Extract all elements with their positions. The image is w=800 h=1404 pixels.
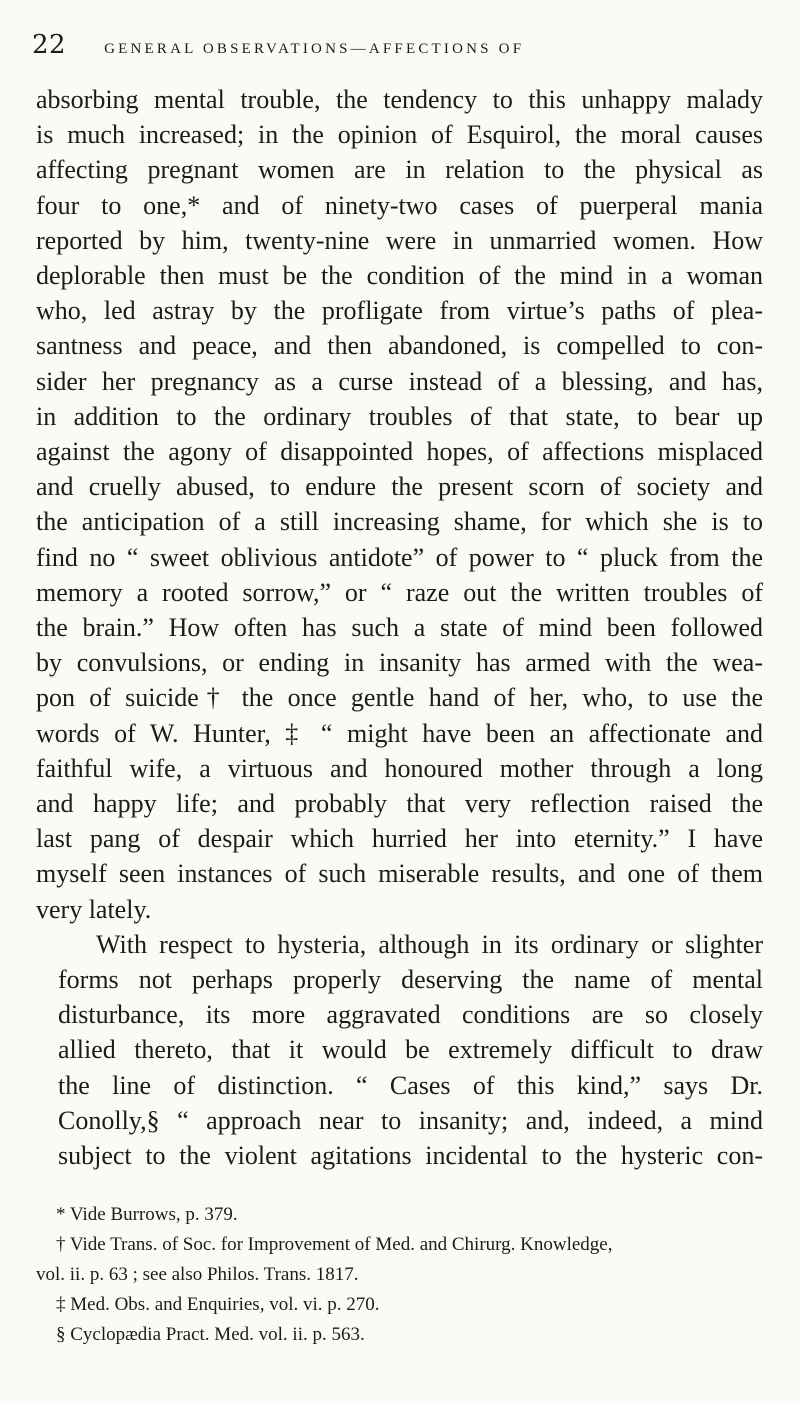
text-line: forms not perhaps properly deserving the name of mental	[58, 965, 763, 995]
text-line: faithful wife, a virtuous and honoured mother through a long	[36, 753, 763, 783]
footnotes	[36, 1200, 763, 1350]
footnote-continuation: vol. ii. p. 63 ; see also Philos. Trans. 1817.	[36, 1264, 359, 1285]
text-line: four to one,* and of ninety-two cases of puerperal mania	[36, 190, 763, 220]
text-line: who, led astray by the profligate from virtue’s paths of plea-	[36, 296, 763, 326]
text-line: subject to the violent agitations incidental to the hysteric con-	[58, 1141, 763, 1171]
text-line: sider her pregnancy as a curse instead of a blessing, and has,	[36, 366, 763, 396]
text-line: and cruelly abused, to endure the present scorn of society and	[36, 472, 763, 502]
text-line: the line of distinction. “ Cases of this kind,” says Dr.	[58, 1070, 763, 1100]
text-line: memory a rooted sorrow,” or “ raze out the written troubles of	[36, 577, 763, 607]
text-line: allied thereto, that it would be extremely difficult to draw	[58, 1035, 763, 1065]
text-line: against the agony of disappointed hopes, of affections misplaced	[36, 437, 763, 467]
text-line: and happy life; and probably that very reflection raised the	[36, 789, 763, 819]
page-number: 22	[32, 30, 67, 60]
text-line: find no “ sweet oblivious antidote” of power to “ pluck from the	[36, 542, 763, 572]
text-line: the brain.” How often has such a state of mind been followed	[36, 613, 763, 643]
text-line: absorbing mental trouble, the tendency to this unhappy malady	[36, 85, 763, 114]
text-line: the anticipation of a still increasing shame, for which she is to	[36, 507, 763, 537]
text-line: is much increased; in the opinion of Esquirol, the moral causes	[36, 120, 763, 150]
text-line: myself seen instances of such miserable results, and one of them	[36, 859, 763, 889]
footnote: † Vide Trans. of Soc. for Improvement of Med. and Chirurg. Knowledge,	[56, 1234, 613, 1255]
text-line: pon of suicide† the once gentle hand of her, who, to use the	[36, 683, 763, 713]
text-line: deplorable then must be the condition of the mind in a woman	[36, 261, 763, 291]
paragraph-1	[36, 82, 763, 927]
text-line: affecting pregnant women are in relation to the physical as	[36, 155, 763, 185]
body-text	[36, 82, 763, 1173]
text-line: last pang of despair which hurried her into eternity.” I have	[36, 824, 763, 854]
text-line: reported by him, twenty-nine were in unmarried women. How	[36, 225, 763, 255]
text-line: With respect to hysteria, although in its ordinary or slighter	[96, 929, 763, 959]
text-line: by convulsions, or ending in insanity has armed with the wea-	[36, 648, 763, 678]
footnote: § Cyclopædia Pract. Med. vol. ii. p. 563.	[56, 1324, 365, 1345]
paragraph-2	[36, 927, 763, 1173]
text-line: santness and peace, and then abandoned, is compelled to con-	[36, 331, 763, 361]
text-line: very lately.	[36, 894, 152, 924]
running-head: GENERAL OBSERVATIONS—AFFECTIONS OF	[104, 41, 525, 57]
text-line: in addition to the ordinary troubles of that state, to bear up	[36, 401, 763, 431]
text-line: words of W. Hunter, ‡ “ might have been an affectionate and	[36, 718, 763, 748]
footnote: * Vide Burrows, p. 379.	[56, 1204, 238, 1225]
text-line: disturbance, its more aggravated conditions are so closely	[58, 1000, 763, 1030]
text-line: Conolly,§ “ approach near to insanity; and, indeed, a mind	[58, 1105, 763, 1135]
footnote: ‡ Med. Obs. and Enquiries, vol. vi. p. 270.	[56, 1294, 380, 1315]
page-header	[32, 30, 764, 70]
